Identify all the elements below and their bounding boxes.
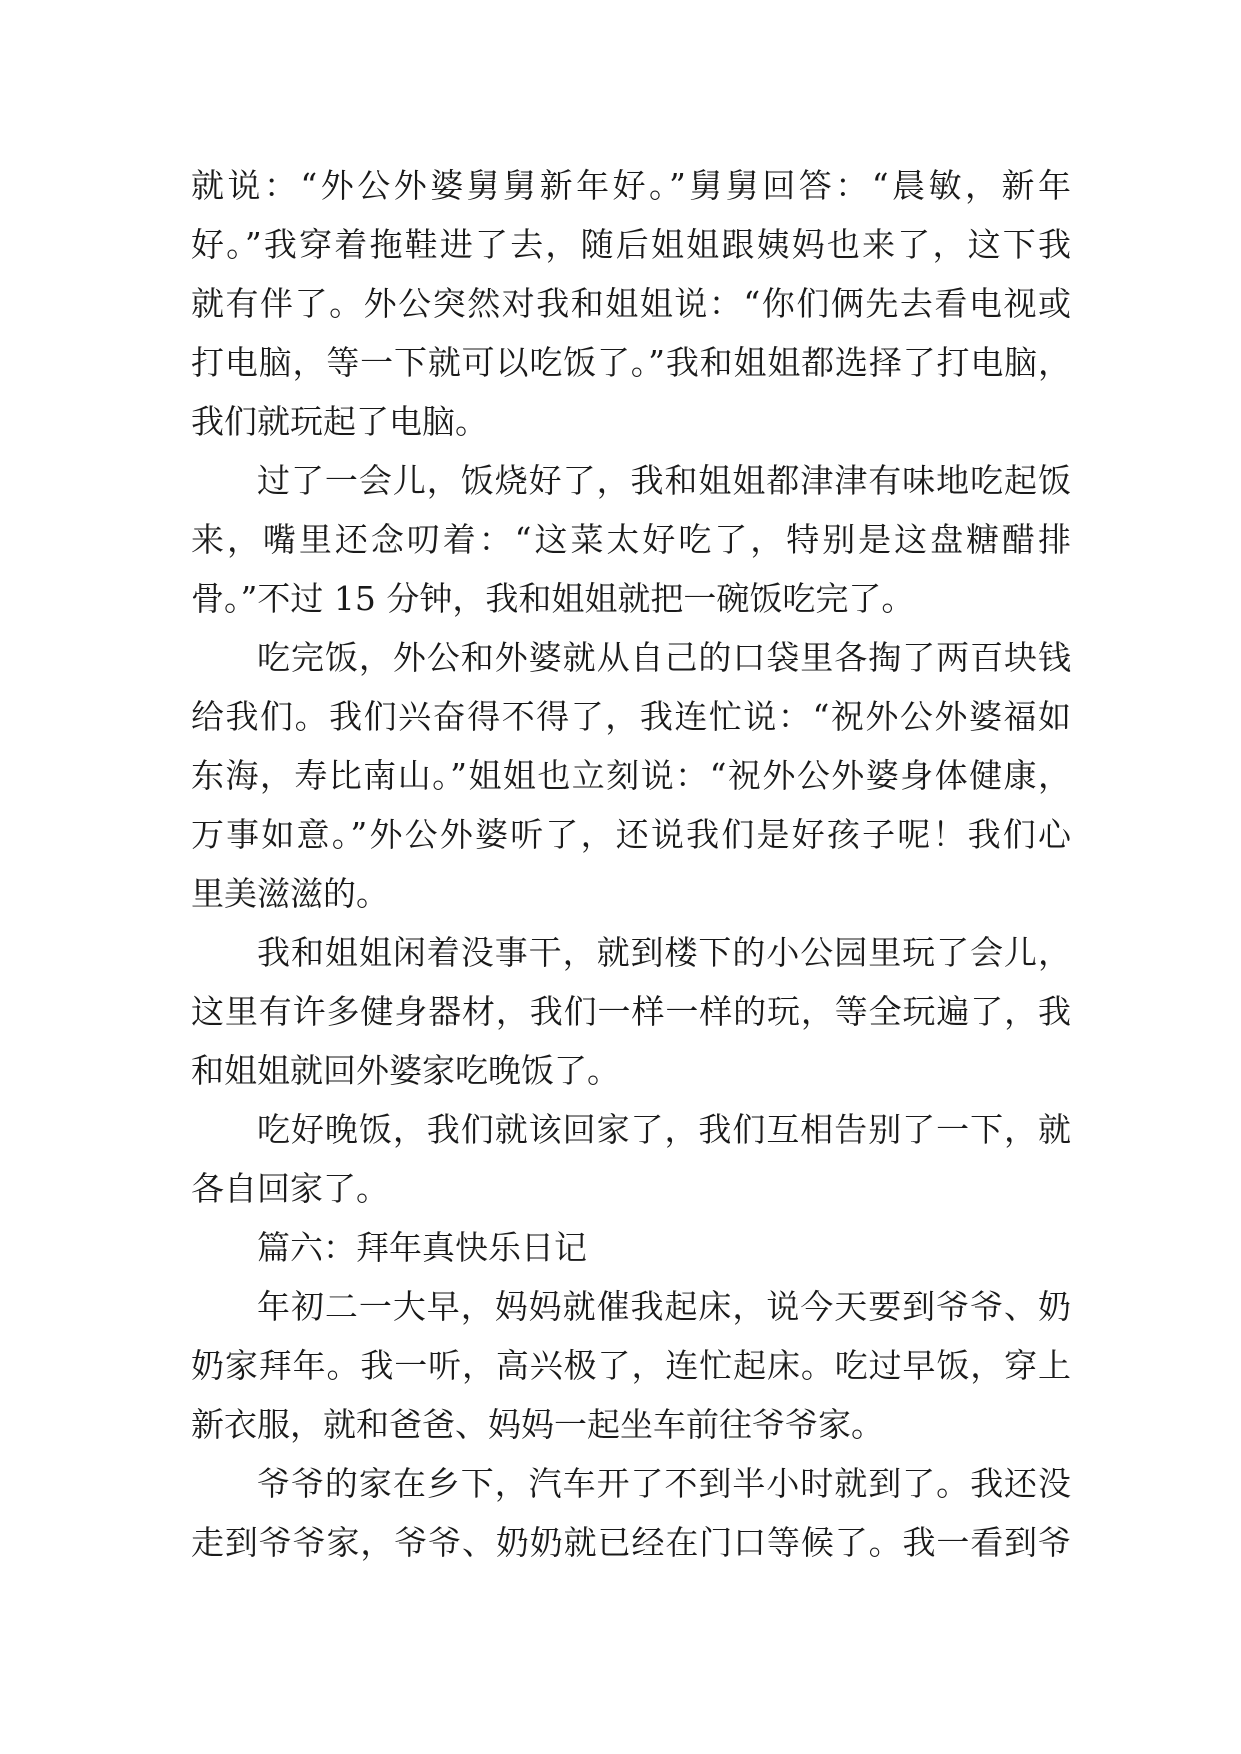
- body-text: [191, 156, 1071, 1572]
- text-line: 和姐姐就回外婆家吃晚饭了。: [191, 1051, 620, 1090]
- text-line: 这里有许多健身器材，我们一样一样的玩，等全玩遍了，我: [191, 992, 1071, 1031]
- text-line: 我们就玩起了电脑。: [191, 402, 488, 441]
- text-line: 走到爷爷家，爷爷、奶奶就已经在门口等候了。我一看到爷: [191, 1523, 1071, 1562]
- text-line: 骨。”不过 15 分钟，我和姐姐就把一碗饭吃完了。: [191, 579, 915, 618]
- text-line: 里美滋滋的。: [191, 874, 389, 913]
- section-heading: 篇六：拜年真快乐日记: [257, 1228, 587, 1267]
- paragraph-start-line: 我和姐姐闲着没事干，就到楼下的小公园里玩了会儿，: [257, 933, 1071, 972]
- text-line: 东海，寿比南山。”姐姐也立刻说：“祝外公外婆身体健康，: [191, 756, 1071, 795]
- text-line: 来，嘴里还念叨着：“这菜太好吃了，特别是这盘糖醋排: [191, 520, 1071, 559]
- text-line: 就有伴了。外公突然对我和姐姐说：“你们俩先去看电视或: [191, 284, 1071, 323]
- paragraph-start-line: 年初二一大早，妈妈就催我起床，说今天要到爷爷、奶: [257, 1287, 1071, 1326]
- text-line: 给我们。我们兴奋得不得了，我连忙说：“祝外公外婆福如: [191, 697, 1071, 736]
- paragraph-start-line: 吃好晚饭，我们就该回家了，我们互相告别了一下，就: [257, 1110, 1071, 1149]
- text-line: 新衣服，就和爸爸、妈妈一起坐车前往爷爷家。: [191, 1405, 884, 1444]
- text-line: 各自回家了。: [191, 1169, 389, 1208]
- text-line: 奶家拜年。我一听，高兴极了，连忙起床。吃过早饭，穿上: [191, 1346, 1071, 1385]
- paragraph-start-line: 吃完饭，外公和外婆就从自己的口袋里各掏了两百块钱: [257, 638, 1071, 677]
- text-line: 就说：“外公外婆舅舅新年好。”舅舅回答：“晨敏，新年: [191, 166, 1071, 205]
- paragraph-start-line: 过了一会儿，饭烧好了，我和姐姐都津津有味地吃起饭: [257, 461, 1071, 500]
- paragraph-start-line: 爷爷的家在乡下，汽车开了不到半小时就到了。我还没: [257, 1464, 1071, 1503]
- text-line: 打电脑，等一下就可以吃饭了。”我和姐姐都选择了打电脑，: [191, 343, 1071, 382]
- text-line: 好。”我穿着拖鞋进了去，随后姐姐跟姨妈也来了，这下我: [191, 225, 1071, 264]
- text-line: 万事如意。”外公外婆听了，还说我们是好孩子呢！我们心: [191, 815, 1071, 854]
